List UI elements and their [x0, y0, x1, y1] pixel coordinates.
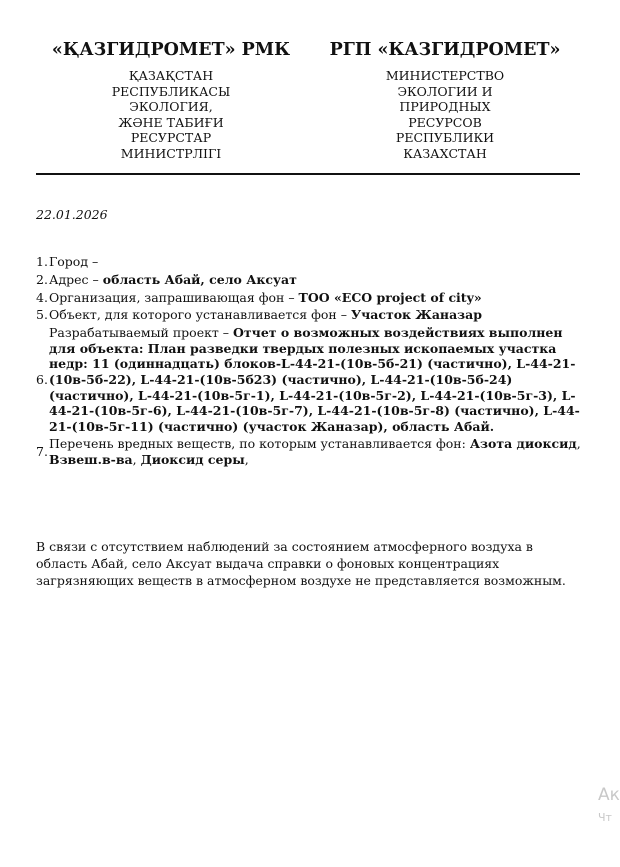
- list-item-substances: [36, 436, 581, 467]
- ministry-kz-line: РЕСПУБЛИКАСЫ: [111, 83, 231, 99]
- trailing-comma: ,: [244, 452, 249, 468]
- ministry-ru-line: КАЗАХСТАН: [403, 145, 487, 161]
- item-number: 5.: [36, 307, 48, 323]
- list-item-organization: [36, 290, 581, 306]
- separator: ,: [132, 452, 141, 468]
- header-divider: [36, 173, 580, 175]
- ministry-ru-line: РЕСПУБЛИКИ: [395, 130, 495, 145]
- activation-watermark-line2: Чт: [598, 811, 612, 824]
- item-value: ТОО «ECO project of city»: [298, 289, 482, 305]
- list-item-project: [36, 325, 581, 434]
- header-left: [40, 38, 302, 161]
- ministry-kz-line: РЕСУРСТАР: [130, 130, 212, 145]
- ministry-kz-line: ЭКОЛОГИЯ,: [129, 99, 213, 114]
- item-label: Город –: [49, 254, 99, 269]
- document-date: 22.01.2026: [36, 207, 108, 222]
- item-number: 4.: [36, 289, 48, 305]
- item-number: 2.: [36, 271, 48, 287]
- header-right: [314, 38, 576, 161]
- ministry-ru-line: ПРИРОДНЫХ: [399, 99, 491, 114]
- item-label: Адрес –: [49, 271, 103, 287]
- item-number: 7.: [36, 444, 48, 460]
- item-value: Отчет о возможных воздействиях выполнен для объекта: План разведки твердых полезных ископаемых участка недр: 11 (одиннадцать) блоков-L-44-21-(10в-5б-21) (частично), L-44-21-(10в-5б-22), L-44-21-(10в-5б23) (частично), L-44-21-(10в-5б-24) (частично), L-44-21-(10в-5г-1), L-44-21-(10в-5г-2), L-44-21-(10в-5г-3), L-44-21-(10в-5г-6), L-44-21-(10в-5г-7), L-44-21-(10в-5г-8) (частично), L-44-21-(10в-5г-11) (частично) (участок Жаназар), область Абай.: [49, 325, 580, 434]
- ministry-kz: [40, 68, 302, 161]
- ministry-kz-line: ЖӘНЕ ТАБИҒИ: [118, 114, 224, 130]
- ministry-ru-line: ЭКОЛОГИИ И: [397, 83, 493, 99]
- item-number: 6.: [36, 371, 48, 387]
- item-number: 1.: [36, 254, 48, 269]
- item-label: Организация, запрашивающая фон –: [49, 289, 299, 305]
- list-item-address: [36, 272, 581, 288]
- list-item-object: [36, 307, 581, 323]
- item-value: Участок Жаназар: [350, 307, 482, 323]
- substance-name: Диоксид серы: [140, 452, 245, 468]
- ministry-ru: [314, 68, 576, 161]
- item-value: область Абай, село Аксуат: [102, 271, 297, 287]
- item-label: Объект, для которого устанавливается фон –: [49, 307, 351, 323]
- separator: ,: [576, 436, 581, 452]
- info-list: [36, 254, 581, 470]
- ministry-ru-line: РЕСУРСОВ: [408, 114, 482, 130]
- ministry-kz-line: ҚАЗАҚСТАН: [128, 68, 214, 83]
- substance-name: Взвеш.в-ва: [49, 452, 133, 468]
- org-name-ru: РГП «КАЗГИДРОМЕТ»: [329, 40, 561, 60]
- item-label: Разрабатываемый проект –: [49, 325, 234, 341]
- ministry-ru-line: МИНИСТЕРСТВО: [385, 68, 505, 83]
- substance-name: Азота диоксид: [469, 436, 577, 452]
- notice-paragraph: В связи с отсутствием наблюдений за состоянием атмосферного воздуха в область Абай, село Аксуат выдача справки о фоновых концентрациях загрязняющих веществ в атмосферном воздухе не представляется возможным.: [36, 539, 566, 588]
- ministry-kz-line: МИНИСТРЛІГІ: [120, 145, 222, 161]
- activation-watermark-line1: Ак: [598, 785, 620, 805]
- list-item-city: [36, 254, 581, 270]
- org-name-kz: «ҚАЗГИДРОМЕТ» РМК: [51, 40, 291, 60]
- item-label: Перечень вредных веществ, по которым устанавливается фон:: [49, 436, 470, 452]
